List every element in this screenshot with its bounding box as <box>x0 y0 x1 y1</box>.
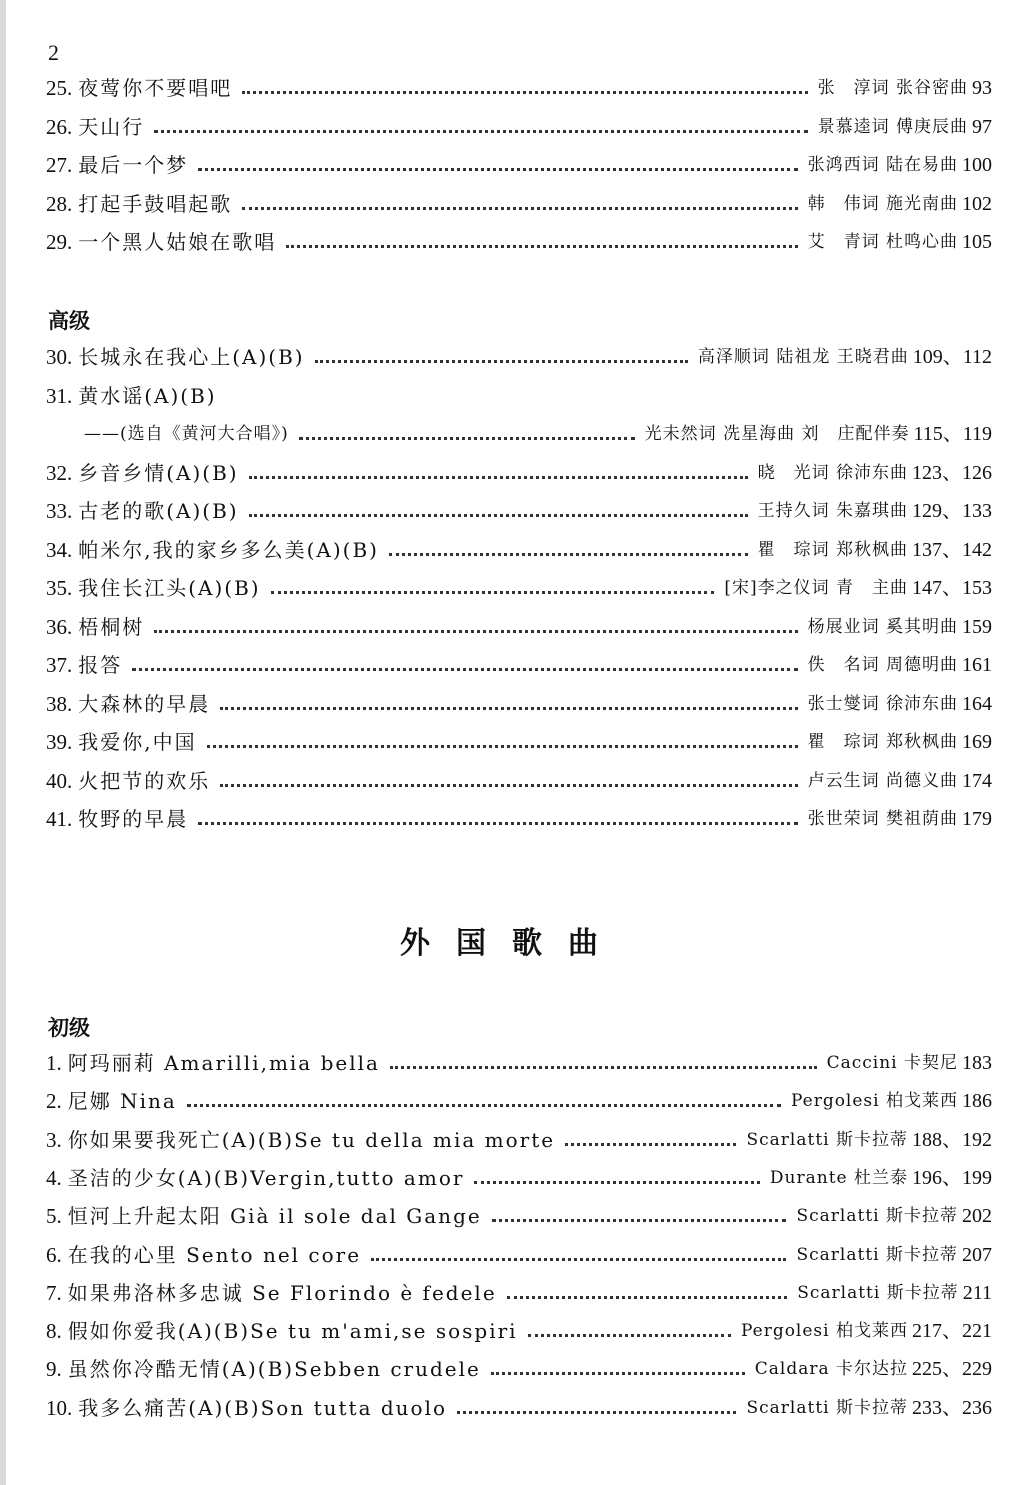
toc-entry <box>46 189 992 219</box>
toc-entry <box>46 535 992 565</box>
dot-leader <box>220 784 797 787</box>
entry-title: 帕米尔,我的家乡多么美(A)(B) <box>78 537 379 562</box>
entry-page: 202 <box>962 1205 992 1228</box>
dot-leader <box>220 707 797 710</box>
entry-page: 123、126 <box>912 461 992 484</box>
entry-page: 217、221 <box>912 1320 992 1343</box>
toc-entry <box>46 1316 992 1346</box>
entry-page: 164 <box>962 692 992 715</box>
entry-title: ——(选自《黄河大合唱》) <box>84 424 289 444</box>
entry-number: 7. <box>46 1280 62 1305</box>
entry-title: 打起手鼓唱起歌 <box>78 191 233 216</box>
entry-number: 39. <box>46 730 73 754</box>
dot-leader <box>271 591 715 594</box>
entry-number: 35. <box>46 576 73 600</box>
toc-entry <box>46 727 992 757</box>
dot-leader <box>286 245 797 248</box>
entry-title: 虽然你冷酷无情(A)(B)Sebben crudele <box>67 1357 481 1382</box>
page-spine-shadow <box>0 0 6 1485</box>
dot-leader <box>132 668 797 671</box>
toc-entry <box>46 804 992 834</box>
toc-entry <box>46 689 992 719</box>
dot-leader <box>457 1411 736 1414</box>
entry-number: 9. <box>46 1357 62 1382</box>
entry-title: 我多么痛苦(A)(B)Son tutta duolo <box>78 1395 448 1420</box>
entry-title: 长城永在我心上(A)(B) <box>78 345 305 369</box>
dot-leader <box>491 1372 745 1375</box>
entry-page: 186 <box>962 1090 992 1113</box>
dot-leader <box>474 1181 759 1184</box>
toc-entry <box>46 1240 992 1270</box>
entry-credit: 王持久词 朱嘉琪曲 <box>757 501 908 521</box>
entry-title: 我住长江头(A)(B) <box>78 576 261 600</box>
dot-leader <box>198 168 797 171</box>
toc-entry <box>46 1393 992 1423</box>
dot-leader <box>528 1334 731 1337</box>
entry-credit: 瞿 琮词 郑秋枫曲 <box>757 539 908 560</box>
entry-credit: Durante 杜兰泰 <box>769 1167 908 1188</box>
dot-leader <box>207 745 798 748</box>
entry-number: 3. <box>46 1127 62 1152</box>
entry-title: 恒河上升起太阳 Già il sole dal Gange <box>67 1204 482 1229</box>
entry-page: 102 <box>962 192 992 215</box>
entry-credit: 张鸿西词 陆在易曲 <box>807 155 958 175</box>
section-label-beginner: 初级 <box>48 1016 90 1040</box>
section-heading-foreign-songs: 外国歌曲 <box>400 926 624 961</box>
entry-page: 115、119 <box>913 423 992 445</box>
entry-number: 32. <box>46 460 73 485</box>
entry-credit: Scarlatti 斯卡拉蒂 <box>796 1206 958 1227</box>
dot-leader <box>249 514 748 517</box>
toc-entry <box>46 1163 992 1193</box>
entry-page: 159 <box>962 615 992 638</box>
entry-title: 你如果要我死亡(A)(B)Se tu della mia morte <box>67 1127 556 1152</box>
entry-title: 阿玛丽莉 Amarilli,mia bella <box>67 1051 380 1075</box>
entry-credit: 韩 伟词 施光南曲 <box>807 193 958 214</box>
entry-title: 一个黑人姑娘在歌唱 <box>78 230 277 254</box>
entry-number: 4. <box>46 1165 62 1190</box>
entry-title: 最后一个梦 <box>78 153 189 177</box>
toc-entry <box>46 73 992 103</box>
dot-leader <box>242 91 807 94</box>
entry-number: 41. <box>46 807 73 831</box>
entry-number: 2. <box>46 1089 62 1114</box>
entry-page: 147、153 <box>912 577 992 599</box>
entry-number: 31. <box>46 383 73 408</box>
entry-title: 假如你爱我(A)(B)Se tu m'ami,se sospiri <box>67 1319 518 1344</box>
entry-number: 34. <box>46 537 73 562</box>
entry-page: 93 <box>972 77 992 99</box>
entry-title: 尼娜 Nina <box>67 1089 177 1114</box>
entry-credit: Pergolesi 柏戈莱西 <box>740 1321 908 1342</box>
entry-page: 174 <box>962 769 992 792</box>
toc-entry <box>46 112 992 142</box>
entry-credit: 张士燮词 徐沛东曲 <box>807 693 958 714</box>
entry-credit: 张 淳词 张谷密曲 <box>817 78 968 98</box>
entry-page: 129、133 <box>912 500 992 522</box>
entry-number: 30. <box>46 345 73 369</box>
entry-page: 188、192 <box>912 1128 992 1151</box>
entry-credit: 瞿 琮词 郑秋枫曲 <box>807 732 958 752</box>
entry-credit: Scarlatti 斯卡拉蒂 <box>796 1244 958 1265</box>
entry-title: 乡音乡情(A)(B) <box>78 460 239 485</box>
entry-number: 38. <box>46 691 73 716</box>
entry-page: 105 <box>962 231 992 253</box>
entry-credit: 佚 名词 周德明曲 <box>807 655 958 675</box>
toc-entry <box>46 458 992 488</box>
toc-entry <box>46 1086 992 1116</box>
entry-credit: Pergolesi 柏戈莱西 <box>790 1091 958 1112</box>
entry-number: 33. <box>46 499 73 523</box>
entry-title: 我爱你,中国 <box>78 730 197 754</box>
toc-entry <box>46 1278 992 1308</box>
entry-page: 169 <box>962 731 992 753</box>
toc-entry <box>46 1354 992 1384</box>
entry-page: 137、142 <box>912 538 992 561</box>
entry-number: 26. <box>46 114 73 139</box>
entry-page: 225、229 <box>912 1358 992 1381</box>
toc-entry <box>46 496 992 526</box>
entry-title: 黄水谣(A)(B) <box>78 383 217 408</box>
toc-entry <box>46 612 992 642</box>
entry-credit: 光未然词 冼星海曲 刘 庄配伴奏 <box>644 424 910 444</box>
entry-credit: 卢云生词 尚德义曲 <box>807 770 958 791</box>
entry-page: 183 <box>962 1052 992 1074</box>
entry-number: 5. <box>46 1204 62 1229</box>
toc-entry <box>46 227 992 257</box>
entry-number: 40. <box>46 768 73 793</box>
entry-title: 报答 <box>78 653 123 677</box>
entry-number: 1. <box>46 1051 62 1075</box>
toc-entry <box>46 419 992 449</box>
entry-credit: Scarlatti 斯卡拉蒂 <box>746 1397 908 1418</box>
entry-credit: 杨展业词 奚其明曲 <box>807 616 958 637</box>
entry-title: 夜莺你不要唱吧 <box>78 76 233 100</box>
dot-leader <box>565 1143 736 1146</box>
page-number: 2 <box>48 40 59 65</box>
entry-page: 207 <box>962 1243 992 1266</box>
dot-leader <box>371 1258 786 1261</box>
dot-leader <box>507 1296 788 1299</box>
entry-title: 在我的心里 Sento nel core <box>67 1242 362 1267</box>
entry-credit: 晓 光词 徐沛东曲 <box>757 462 908 483</box>
dot-leader <box>198 822 797 825</box>
dot-leader <box>154 130 807 133</box>
entry-credit: 景慕逵词 傅庚辰曲 <box>817 116 968 137</box>
entry-title: 天山行 <box>78 114 145 139</box>
entry-credit: Caldara 卡尔达拉 <box>754 1359 908 1380</box>
entry-title: 古老的歌(A)(B) <box>78 499 239 523</box>
entry-credit: Scarlatti 斯卡拉蒂 <box>746 1129 908 1150</box>
entry-number: 28. <box>46 191 73 216</box>
entry-number: 10. <box>46 1395 73 1420</box>
toc-entry <box>46 342 992 372</box>
entry-title: 火把节的欢乐 <box>78 768 211 793</box>
dot-leader <box>389 553 748 556</box>
toc-entry <box>46 150 992 180</box>
entry-title: 大森林的早晨 <box>78 691 211 716</box>
entry-credit: 高泽顺词 陆祖龙 王晓君曲 <box>697 347 909 367</box>
entry-credit: Caccini 卡契尼 <box>826 1053 958 1073</box>
dot-leader <box>390 1066 817 1069</box>
dot-leader <box>242 207 797 210</box>
entry-page: 97 <box>972 115 992 138</box>
toc-entry <box>46 1125 992 1155</box>
entry-page: 179 <box>962 808 992 830</box>
toc-entry <box>46 1048 992 1078</box>
dot-leader <box>249 476 748 479</box>
entry-title: 梧桐树 <box>78 614 145 639</box>
entry-title: 如果弗洛林多忠诚 Se Florindo è fedele <box>67 1280 497 1305</box>
entry-page: 100 <box>962 154 992 176</box>
entry-credit: 张世荣词 樊祖荫曲 <box>807 809 958 829</box>
entry-credit: Scarlatti 斯卡拉蒂 <box>797 1282 959 1303</box>
toc-entry <box>46 650 992 680</box>
entry-number: 37. <box>46 653 73 677</box>
entry-credit: 艾 青词 杜鸣心曲 <box>807 232 958 252</box>
entry-page: 109、112 <box>912 346 992 368</box>
entry-number: 29. <box>46 230 73 254</box>
section-label-advanced: 高级 <box>48 309 90 333</box>
toc-entry <box>46 766 992 796</box>
toc-entry <box>46 573 992 603</box>
entry-number: 25. <box>46 76 73 100</box>
dot-leader <box>187 1104 781 1107</box>
entry-title: 牧野的早晨 <box>78 807 189 831</box>
entry-page: 196、199 <box>912 1166 992 1189</box>
entry-number: 8. <box>46 1319 62 1344</box>
entry-credit: [宋]李之仪词 青 主曲 <box>724 578 908 598</box>
entry-page: 161 <box>962 654 992 676</box>
entry-page: 211 <box>962 1281 992 1304</box>
entry-page: 233、236 <box>912 1396 992 1419</box>
toc-entry <box>46 1201 992 1231</box>
entry-number: 6. <box>46 1242 62 1267</box>
dot-leader <box>154 630 797 633</box>
entry-number: 36. <box>46 614 73 639</box>
dot-leader <box>492 1219 787 1222</box>
toc-entry <box>46 381 992 411</box>
dot-leader <box>315 360 688 363</box>
entry-number: 27. <box>46 153 73 177</box>
dot-leader <box>299 437 635 440</box>
entry-title: 圣洁的少女(A)(B)Vergin,tutto amor <box>67 1165 465 1190</box>
